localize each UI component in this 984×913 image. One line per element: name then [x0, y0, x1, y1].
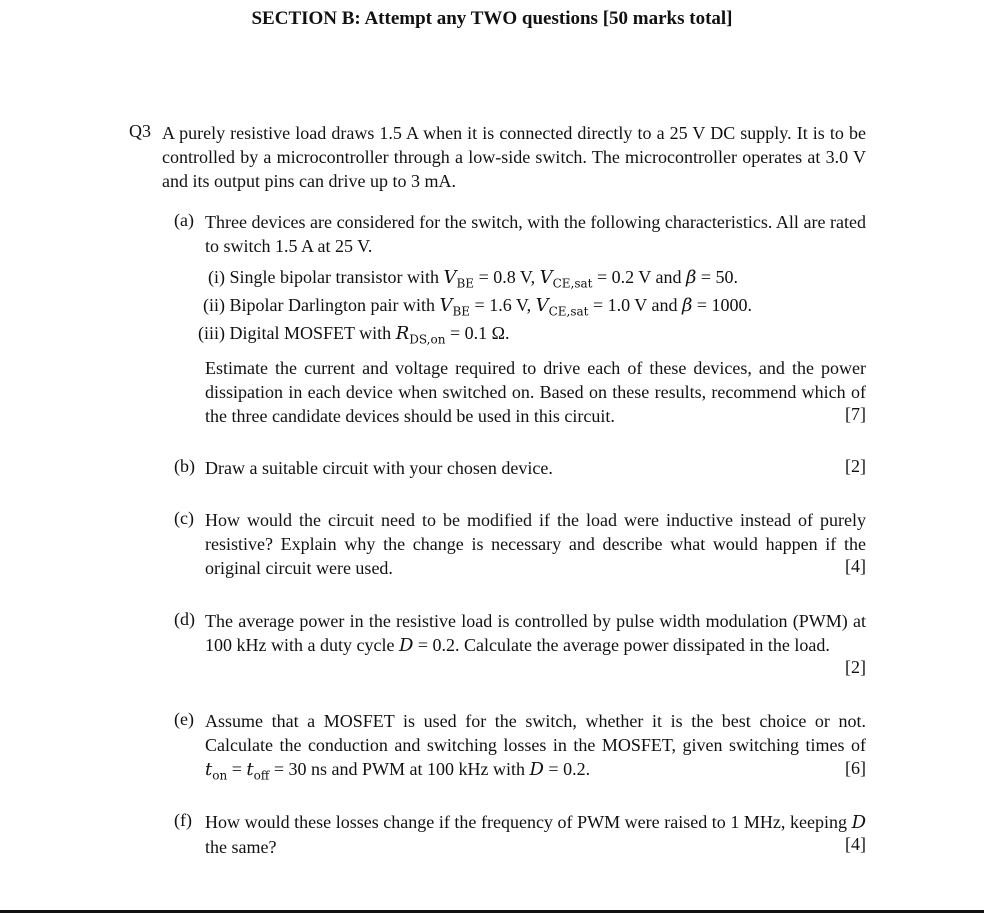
question-label: Q3	[129, 121, 151, 141]
part-d-label: (d)	[174, 609, 195, 629]
part-e-label: (e)	[174, 709, 194, 729]
part-a-followup: Estimate the current and voltage required to drive each of these devices, and the power dissipation in each device when switched on. Based on these results, recommend which of the three candidate devices should be used in this circuit.	[205, 358, 866, 426]
device-item-iii: (iii) Digital MOSFET with $R_{DS,on} = 0.1$ Ω.	[198, 323, 510, 347]
part-c-label: (c)	[174, 508, 194, 528]
part-e-text: Assume that a MOSFET is used for the switch, whether it is the best choice or not. Calculate the conduction and switching losses in the MOSFET, given switching times of $t_{on} = t_{off} = 30$ ns and PWM at 100 kHz with D = 0.2.	[205, 711, 866, 783]
part-a-label: (a)	[174, 210, 194, 230]
section-title: SECTION B: Attempt any TWO questions [50 marks total]	[251, 8, 733, 29]
part-c-text: How would the circuit need to be modified if the load were inductive instead of purely resistive? Explain why the change is necessary and describe what would happen if the original circuit were used.	[205, 510, 866, 578]
part-a-marks: [7]	[845, 404, 866, 424]
part-f-marks: [4]	[845, 834, 866, 854]
part-a-text: Three devices are considered for the switch, with the following characteristics. All are rated to switch 1.5 A at 25 V.	[205, 212, 866, 256]
part-d-text: The average power in the resistive load is controlled by pulse width modulation (PWM) at 100 kHz with a duty cycle D = 0.2. Calculate the average power dissipated in the load.	[205, 611, 866, 656]
device-item-i: (i) Single bipolar transistor with $V_{BE} = 0.8$ V, $V_{CE,sat} = 0.2$ V and β = 50.	[208, 267, 739, 291]
part-b-label: (b)	[174, 456, 195, 476]
part-d-marks: [2]	[845, 657, 866, 677]
part-f-text: How would these losses change if the frequency of PWM were raised to 1 MHz, keeping D the same?	[205, 812, 866, 857]
question-intro: A purely resistive load draws 1.5 A when it is connected directly to a 25 V DC supply. It is to be controlled by a microcontroller through a low-side switch. The microcontroller operates at 3.0 V and its output pins can drive up to 3 mA.	[162, 123, 866, 191]
part-e-marks: [6]	[845, 758, 866, 778]
part-f-label: (f)	[174, 810, 192, 830]
part-c-marks: [4]	[845, 556, 866, 576]
part-b-marks: [2]	[845, 456, 866, 476]
part-b-text: Draw a suitable circuit with your chosen device.	[205, 458, 553, 478]
device-item-ii: (ii) Bipolar Darlington pair with $V_{BE} = 1.6$ V, $V_{CE,sat} = 1.0$ V and β = 1000.	[203, 295, 753, 319]
